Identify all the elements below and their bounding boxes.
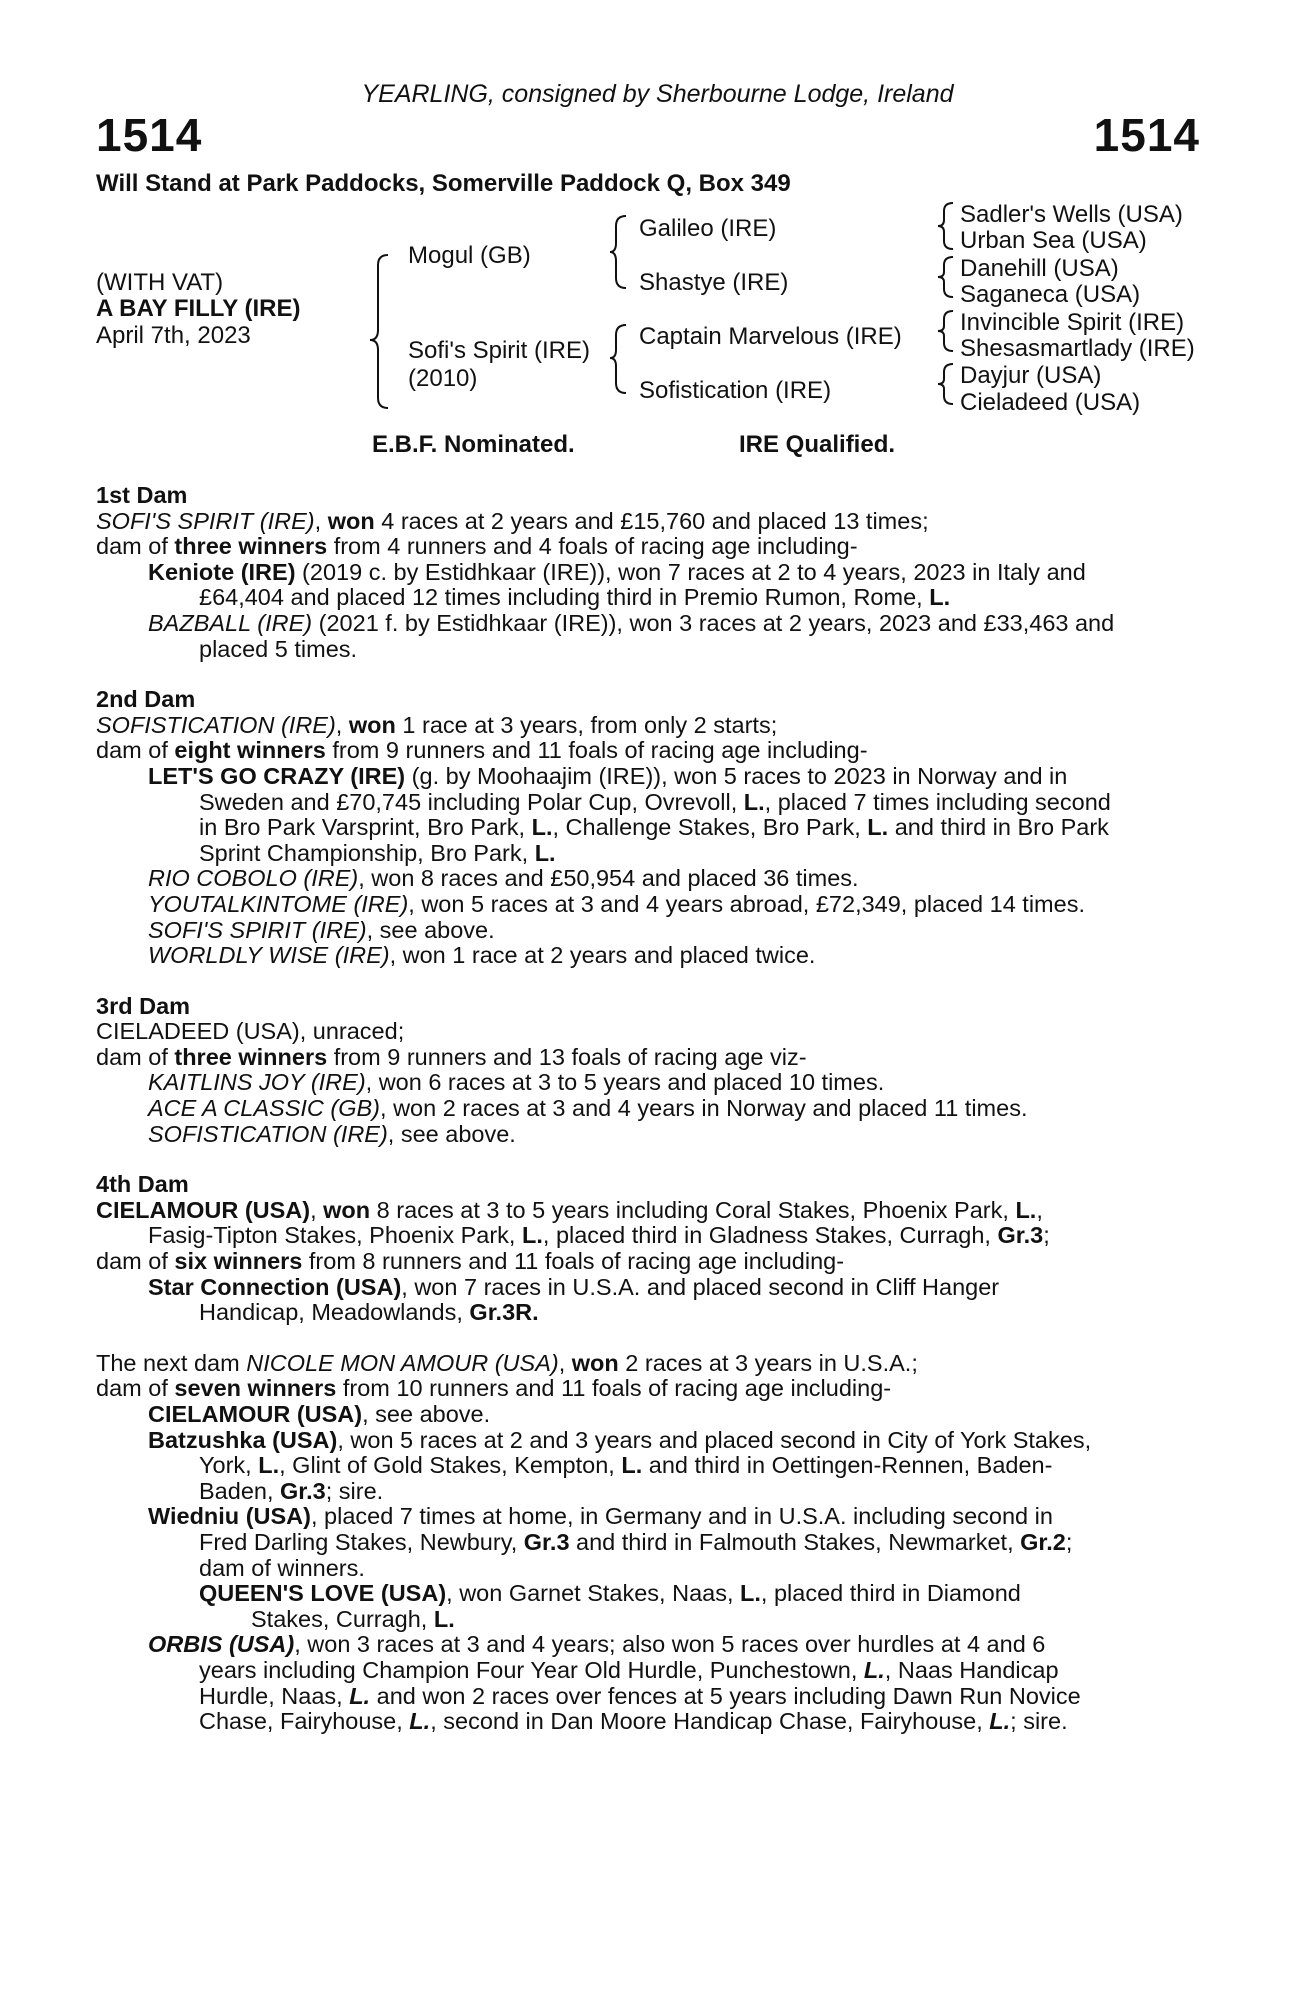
next-dam-section — [96, 1351, 1202, 1735]
dam2-title: 2nd Dam — [96, 686, 196, 713]
dam3-title: 3rd Dam — [96, 992, 191, 1019]
vat-note: (WITH VAT) — [96, 269, 224, 296]
next-progeny-3-cont-b: dam of winners. — [199, 1554, 365, 1581]
next-progeny-4-cont-b: Hurdle, Naas, L. and won 2 races over fences at 5 years including Dawn Run Novice — [199, 1682, 1081, 1709]
dam1-progeny-1-cont: £64,404 and placed 12 times including third in Premio Rumon, Rome, L. — [199, 584, 951, 611]
dam4-progeny-1: Star Connection (USA), won 7 races in U.S.A. and placed second in Cliff Hanger — [148, 1273, 1000, 1300]
dam1-produce: dam of three winners from 4 runners and 4 foals of racing age including- — [96, 533, 858, 560]
dam2-progeny-2: RIO COBOLO (IRE), won 8 races and £50,954 and placed 36 times. — [148, 865, 859, 892]
pedigree-sss: Sadler's Wells (USA) — [960, 201, 1183, 228]
dam2-record: SOFISTICATION (IRE), won 1 race at 3 years, from only 2 starts; — [96, 711, 778, 738]
dam2-produce: dam of eight winners from 9 runners and 11 foals of racing age including- — [96, 737, 868, 764]
next-progeny-3-cont-a: Fred Darling Stakes, Newbury, Gr.3 and third in Falmouth Stakes, Newmarket, Gr.2; — [199, 1528, 1073, 1555]
dam4-section — [96, 1172, 1202, 1326]
dam4-title: 4th Dam — [96, 1171, 189, 1198]
dam4-record: CIELAMOUR (USA), won 8 races at 3 to 5 years including Coral Stakes, Phoenix Park, L., — [96, 1196, 1043, 1223]
horse-name: A BAY FILLY (IRE) — [96, 295, 301, 322]
pedigree-dam-dam: Sofistication (IRE) — [639, 377, 832, 404]
dam1-section — [96, 483, 1202, 662]
lot-number-right: 1514 — [1093, 109, 1200, 161]
dam2-progeny-1-cont-a: Sweden and £70,745 including Polar Cup, Ovrevoll, L., placed 7 times including second — [199, 788, 1111, 815]
dam1-record: SOFI'S SPIRIT (IRE), won 4 races at 2 years and £15,760 and placed 13 times; — [96, 507, 929, 534]
next-dam-record: The next dam NICOLE MON AMOUR (USA), won 2 races at 3 years in U.S.A.; — [96, 1349, 918, 1376]
dam1-progeny-1: Keniote (IRE) (2019 c. by Estidhkaar (IRE)), won 7 races at 2 to 4 years, 2023 in Italy and — [148, 558, 1086, 585]
pedigree-dam-sire: Captain Marvelous (IRE) — [639, 323, 902, 350]
ire-qualified: IRE Qualified. — [739, 431, 896, 458]
dam2-progeny-1: LET'S GO CRAZY (IRE) (g. by Moohaajim (IRE)), won 5 races to 2023 in Norway and in — [148, 762, 1068, 789]
dam2-progeny-3: YOUTALKINTOME (IRE), won 5 races at 3 and 4 years abroad, £72,349, placed 14 times. — [148, 890, 1085, 917]
pedigree-ssd: Urban Sea (USA) — [960, 227, 1147, 254]
next-progeny-2: Batzushka (USA), won 5 races at 2 and 3 years and placed second in City of York Stakes, — [148, 1426, 1092, 1453]
pedigree-sire-dam: Shastye (IRE) — [639, 269, 789, 296]
dam3-section — [96, 994, 1202, 1148]
pedigree-sds: Danehill (USA) — [960, 255, 1119, 282]
lot-number-left: 1514 — [96, 109, 203, 161]
dam4-produce: dam of six winners from 8 runners and 11 foals of racing age including- — [96, 1248, 845, 1275]
pedigree-sire: Mogul (GB) — [408, 242, 531, 269]
dam3-produce: dam of three winners from 9 runners and 13 foals of racing age viz- — [96, 1043, 807, 1070]
pedigree-sire-sire: Galileo (IRE) — [639, 215, 777, 242]
dam3-progeny-3: SOFISTICATION (IRE), see above. — [148, 1120, 516, 1147]
dam4-progeny-1-cont: Handicap, Meadowlands, Gr.3R. — [199, 1299, 539, 1326]
next-progeny-3-foal-cont: Stakes, Curragh, L. — [251, 1605, 455, 1632]
dam1-progeny-2-cont: placed 5 times. — [199, 635, 358, 662]
next-progeny-3-foal: QUEEN'S LOVE (USA), won Garnet Stakes, Naas, L., placed third in Diamond — [199, 1580, 1021, 1607]
next-progeny-3: Wiedniu (USA), placed 7 times at home, in Germany and in U.S.A. including second in — [148, 1503, 1053, 1530]
next-dam-produce: dam of seven winners from 10 runners and 11 foals of racing age including- — [96, 1375, 892, 1402]
dam1-progeny-2: BAZBALL (IRE) (2021 f. by Estidhkaar (IRE)), won 3 races at 2 years, 2023 and £33,463 and — [148, 609, 1115, 636]
pedigree-dam-year: (2010) — [408, 365, 478, 392]
catalogue-body — [96, 483, 1202, 1735]
pedigree-dsd: Shesasmartlady (IRE) — [960, 335, 1195, 362]
dam2-progeny-5: WORLDLY WISE (IRE), won 1 race at 2 years and placed twice. — [148, 942, 816, 969]
next-progeny-2-cont-a: York, L., Glint of Gold Stakes, Kempton, L. and third in Oettingen-Rennen, Baden- — [199, 1452, 1053, 1479]
dam2-section — [96, 687, 1202, 969]
dam1-title: 1st Dam — [96, 482, 188, 508]
dam2-progeny-4: SOFI'S SPIRIT (IRE), see above. — [148, 916, 495, 943]
pedigree-dss: Invincible Spirit (IRE) — [960, 309, 1185, 336]
dam3-progeny-1: KAITLINS JOY (IRE), won 6 races at 3 to 5 years and placed 10 times. — [148, 1069, 885, 1096]
dam3-record: CIELADEED (USA), unraced; — [96, 1018, 405, 1045]
dam2-progeny-1-cont-c: Sprint Championship, Bro Park, L. — [199, 839, 556, 866]
next-progeny-4-cont-c: Chase, Fairyhouse, L., second in Dan Moore Handicap Chase, Fairyhouse, L.; sire. — [199, 1708, 1068, 1735]
next-progeny-2-cont-b: Baden, Gr.3; sire. — [199, 1477, 384, 1504]
horse-dob: April 7th, 2023 — [96, 322, 251, 349]
pedigree-sdd: Saganeca (USA) — [960, 281, 1141, 308]
next-progeny-4: ORBIS (USA), won 3 races at 3 and 4 years; also won 5 races over hurdles at 4 and 6 — [148, 1631, 1046, 1658]
dam3-progeny-2: ACE A CLASSIC (GB), won 2 races at 3 and 4 years in Norway and placed 11 times. — [148, 1095, 1028, 1122]
stand-location: Will Stand at Park Paddocks, Somerville Paddock Q, Box 349 — [96, 170, 791, 197]
next-progeny-1: CIELAMOUR (USA), see above. — [148, 1401, 491, 1427]
dam2-progeny-1-cont-b: in Bro Park Varsprint, Bro Park, L., Challenge Stakes, Bro Park, L. and third in Bro Park — [199, 814, 1109, 841]
pedigree-ddd: Cieladeed (USA) — [960, 389, 1141, 416]
ebf-nominated: E.B.F. Nominated. — [372, 431, 575, 458]
next-progeny-4-cont-a: years including Champion Four Year Old Hurdle, Punchestown, L., Naas Handicap — [199, 1656, 1059, 1683]
pedigree-dam: Sofi's Spirit (IRE) — [408, 337, 590, 364]
consignment-subtitle: YEARLING, consigned by Sherbourne Lodge, Ireland — [361, 80, 954, 108]
pedigree-dds: Dayjur (USA) — [960, 362, 1102, 389]
dam4-record-cont: Fasig-Tipton Stakes, Phoenix Park, L., placed third in Gladness Stakes, Curragh, Gr.3; — [148, 1222, 1050, 1249]
